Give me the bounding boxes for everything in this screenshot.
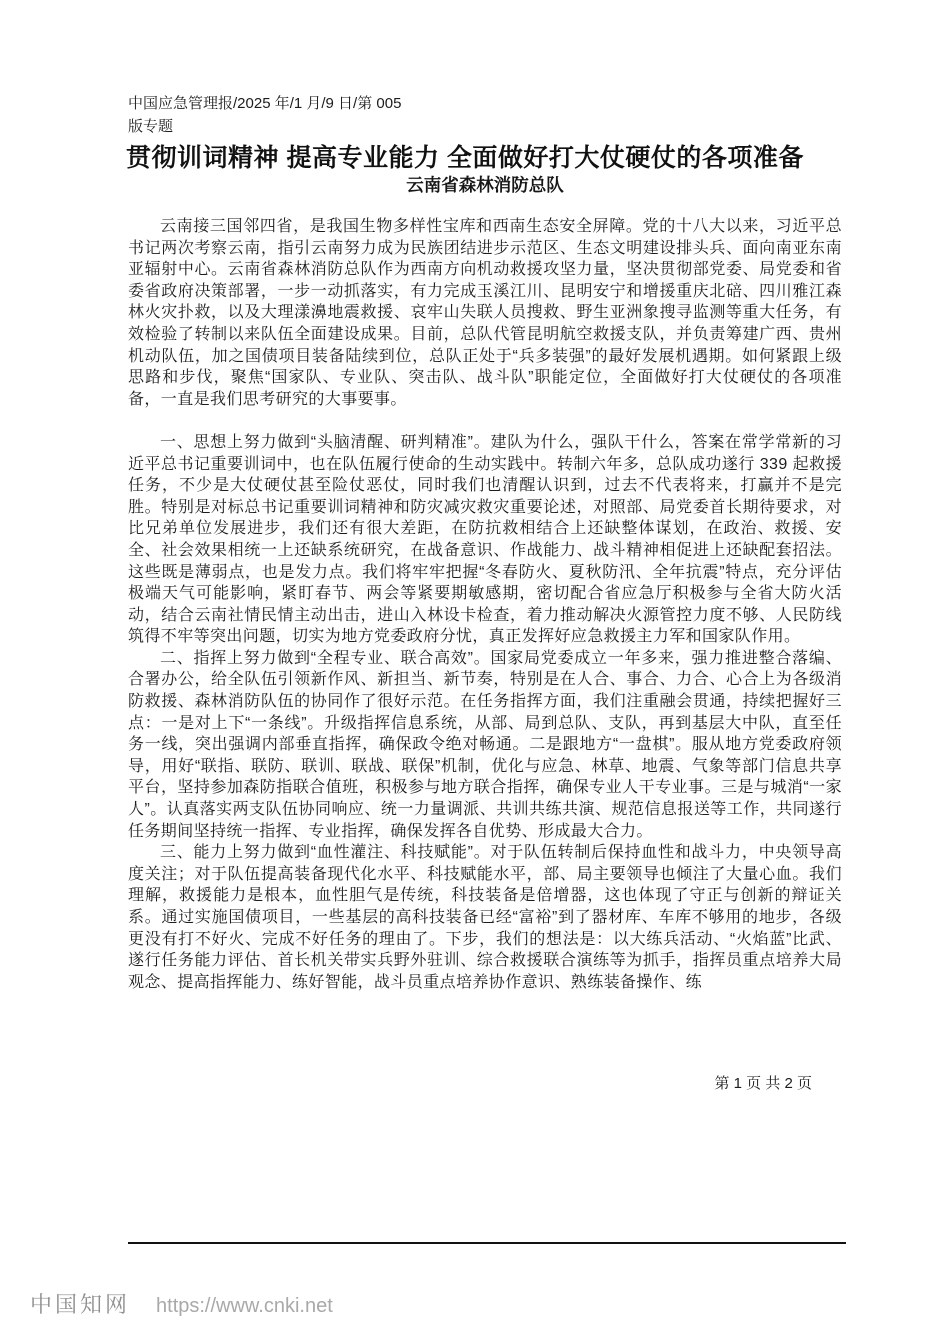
article-byline: 云南省森林消防总队 bbox=[406, 175, 564, 195]
cnki-watermark bbox=[30, 1288, 333, 1319]
source-info bbox=[128, 92, 842, 138]
article-body bbox=[128, 216, 842, 993]
footer-divider bbox=[128, 1242, 846, 1244]
pagination-label: 第 1 页 共 2 页 bbox=[714, 1075, 812, 1092]
paragraph-section-1: 一、思想上努力做到“头脑清醒、研判精准”。建队为什么，强队干什么，答案在常学常新的习近平总书记重要训词中，也在队伍履行使命的生动实践中。转制六年多，总队成功遂行 339 起救援任务，不少是大仗硬仗甚至险仗恶仗，同时我们也清醒认识到，过去不代表将来，打赢并不是完胜。特别是对标总书记重要训词精神和防灾减灾救灾重要论述，对照部、局党委首长期待要求，对比兄弟单位发展进步，我们还有很大差距，在防抗救相结合上还缺整体谋划，在政治、救援、安全、社会效果相统一上还缺系统研究，在战备意识、作战能力、战斗精神相促进上还缺配套招法。这些既是薄弱点，也是发力点。我们将牢牢把握“冬春防火、夏秋防汛、全年抗震”特点，充分评估极端天气可能影响，紧盯春节、两会等紧要期敏感期，密切配合省应急厅积极参与全省大防火活动，结合云南社情民情主动出击，进山入林设卡检查，着力推动解决火源管控力度不够、人民防线筑得不牢等突出问题，切实为地方党委政府分忧，真正发挥好应急救援主力军和国家队作用。 bbox=[128, 433, 842, 646]
paragraph-section-3: 三、能力上努力做到“血性灌注、科技赋能”。对于队伍转制后保持血性和战斗力，中央领导高度关注；对于队伍提高装备现代化水平、科技赋能水平，部、局主要领导也倾注了大量心血。我们理解，救援能力是根本，血性胆气是传统，科技装备是倍增器，这也体现了守正与创新的辩证关系。通过实施国债项目，一些基层的高科技装备已经“富裕”到了器材库、车库不够用的地步，各级更没有打不好火、完成不好任务的理由了。下步，我们的想法是：以大练兵活动、“火焰蓝”比武、遂行任务能力评估、首长机关带实兵野外驻训、综合救援联合演练等为抓手，指挥员重点培养大局观念、提高指挥能力、练好智能，战斗员重点培养协作意识、熟练装备操作、练 bbox=[128, 844, 842, 991]
cnki-url-link[interactable]: https://www.cnki.net bbox=[156, 1295, 333, 1317]
source-section: 版专题 bbox=[128, 118, 174, 135]
source-line: 中国应急管理报/2025 年/1 月/9 日/第 005 bbox=[128, 95, 402, 112]
paragraph-intro: 云南接三国邻四省，是我国生物多样性宝库和西南生态安全屏障。党的十八大以来，习近平总书记两次考察云南，指引云南努力成为民族团结进步示范区、生态文明建设排头兵、面向南亚东南亚辐射中心。云南省森林消防总队作为西南方向机动救援攻坚力量，坚决贯彻部党委、局党委和省委省政府决策部署，一步一动抓落实，有力完成玉溪江川、昆明安宁和增援重庆北碚、四川雅江森林火灾扑救，以及大理漾濞地震救援、哀牢山失联人员搜救、野生亚洲象搜寻监测等重大任务，有效检验了转制以来队伍全面建设成果。目前，总队代管昆明航空救援支队，并负责筹建广西、贵州机动队伍，加之国债项目装备陆续到位，总队正处于“兵多装强”的最好发展机遇期。如何紧跟上级思路和步伐，聚焦“国家队、专业队、突击队、战斗队”职能定位，全面做好打大仗硬仗的各项准备，一直是我们思考研究的大事要事。 bbox=[128, 218, 842, 408]
article-title: 贯彻训词精神 提高专业能力 全面做好打大仗硬仗的各项准备 bbox=[126, 144, 804, 172]
cnki-logo-text: 中国知网 bbox=[30, 1292, 131, 1317]
paragraph-section-2: 二、指挥上努力做到“全程专业、联合高效”。国家局党委成立一年多来，强力推进整合落编、合署办公，给全队伍引领新作风、新担当、新节奏，特别是在人合、事合、力合、心合上为各级消防救援、森林消防队伍的协同作了很好示范。在任务指挥方面，我们注重融会贯通，持续把握好三点：一是对上下“一条线”。升级指挥信息系统，从部、局到总队、支队，再到基层大中队，直至任务一线，突出强调内部垂直指挥，确保政令绝对畅通。二是跟地方“一盘棋”。服从地方党委政府领导，用好“联指、联防、联训、联战、联保”机制，优化与应急、林草、地震、气象等部门信息共享平台，坚持参加森防指联合值班，积极参与地方联合指挥，确保专业人干专业事。三是与城消“一家人”。认真落实两支队伍协同响应、统一力量调派、共训共练共演、规范信息报送等工作，共同遂行任务期间坚持统一指挥、专业指挥，确保发挥各自优势、形成最大合力。 bbox=[128, 649, 842, 840]
